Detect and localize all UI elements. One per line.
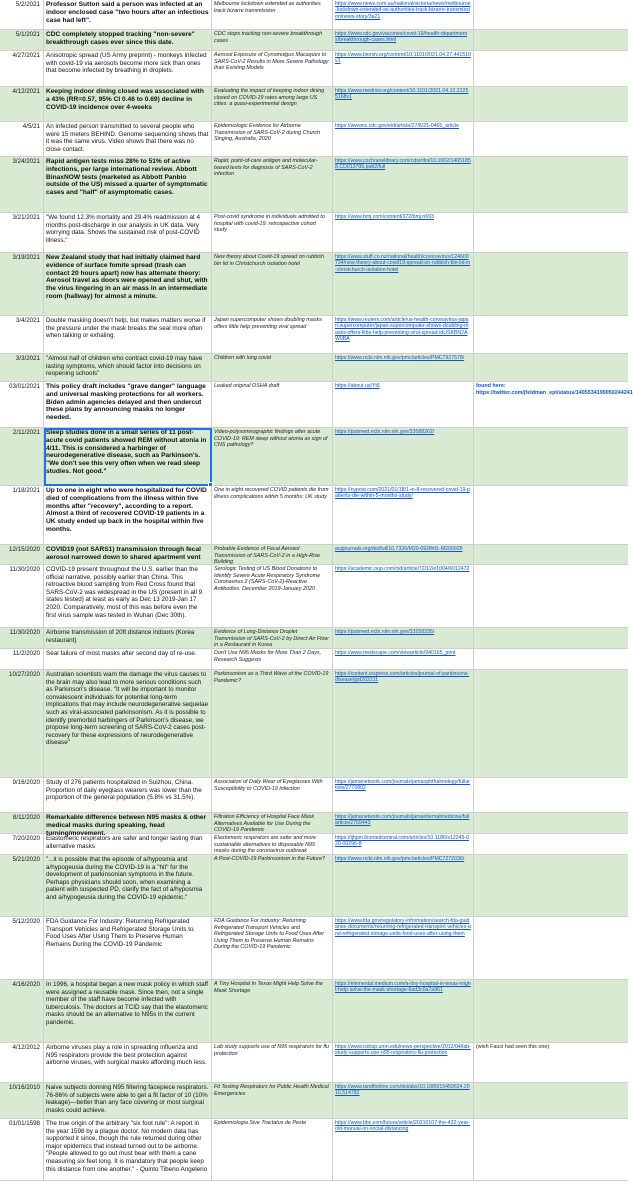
date-cell[interactable]: 12/15/2020	[0, 545, 44, 564]
date-cell[interactable]: 4/12/2021	[0, 87, 44, 121]
table-row[interactable]	[0, 1083, 628, 1119]
description-cell[interactable]: Airborne transmission of 20ft distance indoors (Korea restaurant)	[44, 628, 212, 648]
note-cell[interactable]	[474, 917, 628, 979]
note-cell[interactable]	[474, 486, 628, 544]
table-row[interactable]	[0, 0, 628, 30]
date-cell[interactable]: 1/18/2021	[0, 486, 44, 544]
source-link[interactable]: https://elemental.medium.com/a-tiny-hospital-in-texas-might-help-solve-the-mask-shortage-6ad3c0a7a961	[333, 980, 474, 1042]
source-link[interactable]: acpjournals.org/doi/full/10.7326/M20-0928#t1-M200928	[333, 545, 474, 564]
date-cell[interactable]: 8/11/2020	[0, 813, 44, 833]
date-cell[interactable]: 10/16/2010	[0, 1083, 44, 1118]
description-cell[interactable]: This policy draft includes "grave danger" language and universal masking protections for all workers. Biden admin agencies delayed and then undercut these plans by announcing masks no longer needed.	[44, 382, 212, 427]
source-link[interactable]: https://www.ncbi.nlm.nih.gov/pmc/articles/PMC7927578/	[333, 354, 474, 381]
study-title-cell[interactable]: Aerosol Exposure of Cynomolgus Macaques to SARS-CoV-2 Results in More Severe Pathology than Existing Models	[212, 51, 333, 86]
date-cell[interactable]: 11/30/2020	[0, 565, 44, 627]
description-cell[interactable]: Naive subjects donning N95 filtering facepiece respirators. 76-86% of subjects were able to get a fit factor of 10 (10% leakage)—better than any face covering or most surgical masks could achieve.	[44, 1083, 212, 1118]
description-cell[interactable]: Seal failure of most masks after second day of re-use.	[44, 649, 212, 669]
source-link[interactable]: https://jamanetwork.com/journals/jamaophthalmology/fullarticle/2770802	[333, 778, 474, 812]
date-cell[interactable]: 5/12/2020	[0, 917, 44, 979]
note-cell[interactable]	[474, 316, 628, 353]
date-cell[interactable]: 5/2/2021	[0, 0, 44, 29]
table-row[interactable]	[0, 51, 628, 87]
source-link[interactable]: https://www.tandfonline.com/doi/abs/10.1080/15459624.2010.514782	[333, 1083, 474, 1118]
study-title-cell[interactable]: Post-covid syndrome in individuals admitted to hospital with covid-19: retrospective cohort study	[212, 213, 333, 252]
source-link[interactable]: https://about.us/Yt6	[333, 382, 474, 427]
study-title-cell[interactable]: CDC stops tracking non-severe breakthrough cases	[212, 30, 333, 50]
description-cell[interactable]: Australian scientists warn the damage the virus causes to the brain may also lead to more serious conditions such as Parkinson's disease. "It will be important to monitor convalescent individuals for potential long-term implications that may include neurodegenerative sequelae such as viral-associated parkinsonism. As it is possible to identify premorbid harbingers of Parkinson's disease, we propose long-term screening of SARS-CoV-2 cases post-recovery for these expressions of neurodegenerative disease"	[44, 670, 212, 777]
study-title-cell[interactable]: Japan supercomputer shows doubling masks offers little help preventing viral spread	[212, 316, 333, 353]
table-row[interactable]	[0, 253, 628, 316]
note-cell[interactable]	[474, 122, 628, 156]
date-cell[interactable]: 5/21/2020	[0, 855, 44, 916]
date-cell[interactable]: 4/12/2012	[0, 1043, 44, 1082]
note-cell[interactable]	[474, 855, 628, 916]
description-cell[interactable]: Double masking doesn't help, but makes matters worse if the pressure under the mask breaks the seal more often when talking or exhaling.	[44, 316, 212, 353]
table-row[interactable]	[0, 813, 628, 837]
date-cell[interactable]: 4/16/2020	[0, 980, 44, 1042]
date-cell[interactable]: 5/1/2021	[0, 30, 44, 50]
note-cell[interactable]	[474, 1083, 628, 1118]
table-row[interactable]	[0, 354, 628, 382]
table-row[interactable]	[0, 428, 628, 486]
study-title-cell[interactable]: Leaked original OSHA draft	[212, 382, 333, 427]
description-cell[interactable]: Rapid antigen tests miss 28% to 51% of active infections, per large international review. Abbott BinaxNOW tests (marketed as Abbott Panbio outside of the US) missed a quarter of symptomatic cases and "half" of asymptomatic cases.	[44, 157, 212, 212]
source-link[interactable]: https://academic.oup.com/cid/article/72/12/e1004/6012472	[333, 565, 474, 627]
date-cell[interactable]: 03/01/2021	[0, 382, 44, 427]
source-link[interactable]: https://jamanetwork.com/journals/jamainternalmedicine/fullarticle/2769443	[333, 813, 474, 833]
date-cell[interactable]: 11/30/2020	[0, 628, 44, 648]
note-cell[interactable]: (wish Fauci had seen this one)	[476, 1044, 550, 1050]
note-cell[interactable]	[474, 157, 628, 212]
table-row[interactable]	[0, 30, 628, 51]
description-cell[interactable]: Study of 276 patients hospitalized in Suizhou, China. Proportion of daily eyeglass wearers was lower than the proportion of the general population (5.8% vs 31.5%).	[44, 778, 212, 812]
description-cell[interactable]: Keeping indoor dining closed was associated with a 43% (RR=0.57, 95% CI 0.46 to 0.69) decline in COVID-19 incidence over 4-weeks	[44, 87, 212, 121]
note-cell[interactable]	[474, 51, 628, 86]
study-title-cell[interactable]: Rapid, point-of-care antigen and molecular-based tests for diagnosis of SARS-CoV-2 infection	[212, 157, 333, 212]
study-title-cell[interactable]: FDA Guidance For Industry: Returning Refrigerated Transport Vehicles and Refrigerated Storage Units to Food Uses After Using Them to Preserve Human Remains During the COVID-19 Pandemic	[212, 917, 333, 979]
date-cell[interactable]: 10/27/2020	[0, 670, 44, 777]
source-link[interactable]: https://ijhpm.biomedcentral.com/articles/10.1186/s12245-020-00296-8	[333, 834, 474, 854]
description-cell[interactable]: COVID-19 present throughout the U.S. earlier than the official narrative, possibly earlier than China. This retroactive blood sampling from Red Cross found that SARS-CoV-2 was widespread in the US (present in all 9 states tested) at least as early as Dec 13 2019-Jan 17 2020. Comparatively, most of this was before even the first virus sample was tested in Wuhan (Dec 30th).	[44, 565, 212, 627]
study-title-cell[interactable]: Association of Daily Wear of Eyeglasses With Susceptibility to COVID-19 Infection	[212, 778, 333, 812]
source-link[interactable]: https://www.bmj.com/content/372/bmj.n693	[333, 213, 474, 252]
source-link[interactable]: https://www.cdc.gov/vaccines/covid-19/health-departments/breakthrough-cases.html	[333, 30, 474, 50]
source-link[interactable]: https://pubmed.ncbi.nlm.nih.gov/33588262/	[333, 428, 474, 485]
note-cell[interactable]	[474, 428, 628, 485]
date-cell[interactable]: 4/27/2021	[0, 51, 44, 86]
table-row[interactable]	[0, 670, 628, 778]
note-cell[interactable]	[474, 670, 628, 777]
note-cell[interactable]	[474, 813, 628, 833]
description-cell[interactable]: "We found 12.3% mortality and 29.4% readmission at 4 months post-discharge in our analysis in UK data. Very worrying data. Shows the sustained risk of post-COVID illness."	[44, 213, 212, 252]
study-title-cell[interactable]: A Post-COVID-19 Parkinsonism in the Future?	[212, 855, 333, 916]
study-title-cell[interactable]: Epidemiologic Evidence for Airborne Transmission of SARS-CoV-2 during Church Singing, Australia, 2020	[212, 122, 333, 156]
note-cell[interactable]	[474, 565, 628, 627]
study-title-cell[interactable]: Melbourne lockdown extended as authorities track bizarre transmission	[212, 0, 333, 29]
table-row[interactable]	[0, 628, 628, 649]
note-cell[interactable]	[474, 545, 628, 564]
study-title-cell[interactable]: Serologic Testing of US Blood Donations to Identify Severe Acute Respiratory Syndrome Coronavirus 2 (SARS-CoV-2)-Reactive Antibodies: December 2019-January 2020	[212, 565, 333, 627]
description-cell[interactable]: CDC completely stopped tracking "non-severe" breakthrough cases ever since this date.	[44, 30, 212, 50]
study-title-cell[interactable]: Evidence of Long-Distance Droplet Transmission of SARS-CoV-2 by Direct Air Flow in a Restaurant in Korea	[212, 628, 333, 648]
note-cell[interactable]	[474, 628, 628, 648]
description-cell[interactable]: COVID19 (not SARS1) transmission through fecal aerosol narrowed down to shared apartment vent	[44, 545, 212, 564]
table-row[interactable]	[0, 545, 628, 565]
study-title-cell[interactable]: Evaluating the impact of keeping indoor dining closed on COVID-19 rates among large US cities: a quasi-experimental design	[212, 87, 333, 121]
table-row[interactable]	[0, 980, 628, 1043]
note-cell[interactable]: found here: https://twitter.com/jfeldman_epi/status/1405534199050244241	[476, 383, 633, 396]
study-title-cell[interactable]: Video-polysomnographic findings after acute COVID-19: REM sleep without atonia as sign of CNS pathology?	[212, 428, 333, 485]
table-row[interactable]	[0, 87, 628, 122]
note-cell[interactable]	[474, 213, 628, 252]
note-cell[interactable]	[474, 778, 628, 812]
date-cell[interactable]: 2/11/2021	[0, 428, 44, 485]
table-row[interactable]	[0, 122, 628, 157]
description-cell[interactable]: "...it is possible that the episode of a/hyposmia and a/hypogeusia during the COVID-19 is a "hit" for the development of parkinsonian symptoms in the future. Perhaps physicians should soon, when examining a patient with suspected PD, clarify the fact of a/hyposmia and a/hypogeusia during the COVID-19 epidemic."	[44, 855, 212, 916]
source-link[interactable]: https://www.stuff.co.nz/national/health/coronavirus/124600734/new-theory-about-covid19-spread-on-rubbish-bin-lid-in-christchurch-isolation-hotel	[333, 253, 474, 315]
source-link[interactable]: https://www.fda.gov/regulatory-information/search-fda-guidance-documents/returning-refrigerated-transport-vehicles-and-refrigerated-storage-units-food-uses-after-using-them	[333, 917, 474, 979]
study-title-cell[interactable]: Parkinsonism as a Third Wave of the COVID-19 Pandemic?	[212, 670, 333, 777]
table-row[interactable]	[0, 855, 628, 917]
description-cell[interactable]: In 1996, a hospital began a new mask policy in which staff were assigned a reusable mask. Since then, not a single member of the staff have become infected with tuberculosis. The doctors at TCID say that the elastomeric masks should be an alternative to N95s in the current pandemic.	[44, 980, 212, 1042]
table-row[interactable]	[0, 917, 628, 980]
study-title-cell[interactable]: Lab study supports use of N95 respirators for flu protection	[212, 1043, 333, 1082]
date-cell[interactable]: 3/4/2021	[0, 316, 44, 353]
description-cell[interactable]: Professor Sutton said a person was infected at an indoor enclosed case "two hours after an infectious case had left".	[44, 0, 212, 29]
table-row[interactable]	[0, 486, 628, 545]
table-row[interactable]	[0, 1119, 628, 1181]
description-cell[interactable]: Up to one in eight who were hospitalized for COVID died of complications from the illness within five months after "recovery", according to a report. Almost a third of recovered COVID-19 patients in a UK study ended up back in the hospital within five months.	[44, 486, 212, 544]
study-title-cell[interactable]: Epidemiologia Sive Tractatus de Peste	[212, 1119, 333, 1180]
source-link[interactable]: https://content.iospress.com/articles/journal-of-parkinsons-disease/jpd202211	[333, 670, 474, 777]
study-title-cell[interactable]: One in eight recovered COVID patients die from illness complications within 5 months: UK study	[212, 486, 333, 544]
table-row[interactable]	[0, 382, 633, 428]
study-title-cell[interactable]: Don't Use N95 Masks for More Than 2 Days, Research Suggests	[212, 649, 333, 669]
note-cell[interactable]	[474, 30, 628, 50]
note-cell[interactable]	[474, 253, 628, 315]
note-cell[interactable]	[474, 649, 628, 669]
date-cell[interactable]: 3/3/2021	[0, 354, 44, 381]
note-cell[interactable]	[474, 0, 628, 29]
source-link[interactable]: https://www.cidrap.umn.edu/news-perspective/2012/04/lab-study-supports-use-n95-respirators-flu-protection	[333, 1043, 474, 1082]
description-cell[interactable]: Sleep studies done in a small series of 11 post-acute covid patients showed REM without atonia in 4/11. This is considered a harbinger of neurodegenerative disease, such as Parkinson's. "We don't see this very often when we read sleep studies. Not good."	[44, 428, 212, 485]
description-cell[interactable]: An infected person transmitted to several people who were 15 meters BEHIND. Genome sequencing shows that it was the same virus. Video shows that there was no close contact.	[44, 122, 212, 156]
table-row[interactable]	[0, 157, 628, 213]
study-title-cell[interactable]: Elastomeric respirators are safer and more sustainable alternatives to disposable N95 masks during the coronavirus outbreak	[212, 834, 333, 854]
study-title-cell[interactable]: Probable Evidence of Fecal Aerosol Transmission of SARS-CoV-2 in a High-Rise Building	[212, 545, 333, 564]
table-row[interactable]	[0, 316, 628, 354]
description-cell[interactable]: FDA Guidance For Industry: Returning Refrigerated Transport Vehicles and Refrigerated Storage Units to Food Uses After Using Them to Preserve Human Remains During the COVID-19 Pandemic	[44, 917, 212, 979]
source-link[interactable]: https://www.medrxiv.org/content/10.1101/2021.04.12.21255168v1	[333, 87, 474, 121]
source-link[interactable]: https://www.ncbi.nlm.nih.gov/pmc/articles/PMC7272036/	[333, 855, 474, 916]
date-cell[interactable]: 3/19/2021	[0, 253, 44, 315]
date-cell[interactable]: 3/21/2021	[0, 213, 44, 252]
note-cell[interactable]	[474, 354, 628, 381]
source-link[interactable]: https://pubmed.ncbi.nlm.nih.gov/33258335/	[333, 628, 474, 648]
source-link[interactable]: https://wwwnc.cdc.gov/eid/article/27/6/21-0465_article	[333, 122, 474, 156]
description-cell[interactable]: Remarkable difference between N95 masks & other medical masks during speaking, head turning/movement.	[44, 813, 212, 833]
table-row[interactable]	[0, 565, 628, 628]
date-cell[interactable]: 7/20/2020	[0, 834, 44, 854]
table-row[interactable]	[0, 213, 628, 253]
source-link[interactable]: https://www.bbc.com/future/article/20210107-the-432-year-old-manual-on-social-distancing	[333, 1119, 474, 1180]
description-cell[interactable]: The true origin of the arbitrary "six foot rule": A report in the year 1598 by a plague doctor. No modern data has supported it since, though the rule returned during other major epidemics that instead turned out to be airborne. "People allowed to go out must bear with them a cane measuring six feet long. It is mandatory that people keep this distance from one another." - Quinto Tiberio Angelerio	[44, 1119, 212, 1180]
table-row[interactable]	[0, 649, 628, 670]
description-cell[interactable]: Anisotropic spread (US Army preprint) - monkeys infected with covid-19 via aerosols become more sick than ones that become infected by breathing in droplets.	[44, 51, 212, 86]
table-row[interactable]	[0, 778, 628, 813]
study-title-cell[interactable]: Filtration Efficiency of Hospital Face Mask Alternatives Available for Use During the COVID-19 Pandemic	[212, 813, 333, 833]
source-link[interactable]: https://www.cochranelibrary.com/cdsr/doi/10.1002/14651858.CD013705.pub2/full	[333, 157, 474, 212]
date-cell[interactable]: 4/5/21	[0, 122, 44, 156]
description-cell[interactable]: Airborne viruses play a role in spreading influenza and N95 respirators provide the best protection against airborne viruses, with surgical masks affording much less.	[44, 1043, 212, 1082]
source-link[interactable]: https://nypost.com/2021/01/18/1-in-8-recovered-covid-19-patients-die-within-5-months-study/	[333, 486, 474, 544]
date-cell[interactable]: 01/01/1598	[0, 1119, 44, 1180]
source-link[interactable]: https://www.reuters.com/article/us-health-coronavirus-japan-supercomputer/japan-supercomputer-shows-doubling-masks-offers-little-help-preventing-viral-spread-idUSKBN2AW0BA	[333, 316, 474, 353]
study-title-cell[interactable]: New theory about Covid-19 spread on rubbish bin lid in Christchurch isolation hotel	[212, 253, 333, 315]
description-cell[interactable]: Elastomeric respirators are safer and longer lasting than alternative masks	[44, 834, 212, 854]
study-title-cell[interactable]: Children with long covid	[212, 354, 333, 381]
study-title-cell[interactable]: A Tiny Hospital In Texas Might Help Solve the Mask Shortage	[212, 980, 333, 1042]
source-link[interactable]: https://www.biorxiv.org/content/10.1101/2021.04.27.441510v1	[333, 51, 474, 86]
source-link[interactable]: https://www.news.com.au/national/victoria/news/melbourne-lockdown-extended-as-authorities-track-bizarre-transmission/news-story/3a21	[333, 0, 474, 29]
description-cell[interactable]: "Almost half of children who contract covid-19 may have lasting symptoms, which should factor into decisions on reopening schools"	[44, 354, 212, 381]
note-cell[interactable]	[474, 1119, 628, 1180]
note-cell[interactable]	[474, 87, 628, 121]
date-cell[interactable]: 9/16/2020	[0, 778, 44, 812]
table-row[interactable]	[0, 1043, 628, 1083]
date-cell[interactable]: 11/2/2020	[0, 649, 44, 669]
source-link[interactable]: https://www.medscape.com/viewarticle/940165_print	[333, 649, 474, 669]
note-cell[interactable]	[474, 980, 628, 1042]
description-cell[interactable]: New Zealand study that had initially claimed hard evidence of surface fomite spread (trash can contact 20 hours apart) now has alternate theory: Aerosol travel as doors were opened and shut, with the virus lingering in an air mass in an intermediate room (hallway) for almost a minute.	[44, 253, 212, 315]
note-cell[interactable]	[474, 834, 628, 854]
date-cell[interactable]: 3/24/2021	[0, 157, 44, 212]
table-row[interactable]	[0, 834, 628, 855]
study-title-cell[interactable]: Fit Testing Respirators for Public Health Medical Emergencies	[212, 1083, 333, 1118]
